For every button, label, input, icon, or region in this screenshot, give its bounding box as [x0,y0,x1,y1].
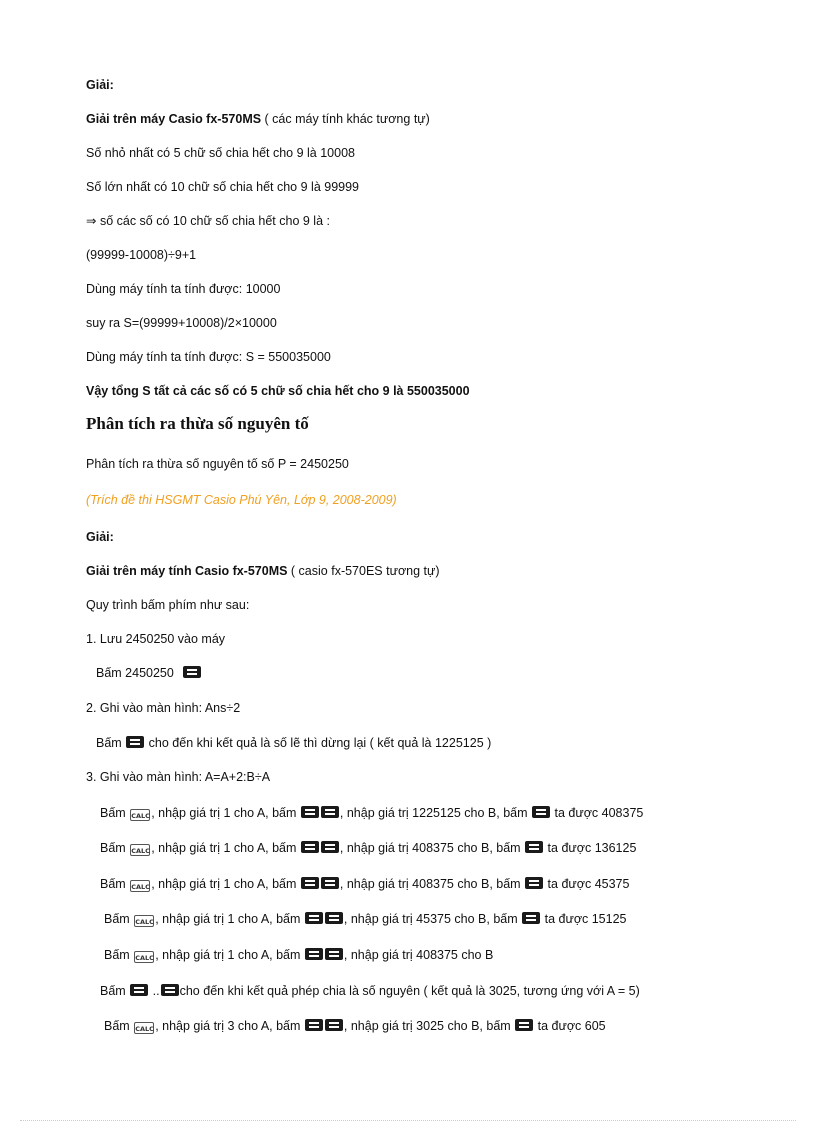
step-result: ta được 136125 [544,841,637,855]
calc-key-icon: CALC [130,844,150,856]
equals-key-icon [325,1019,343,1031]
calc-key-icon: CALC [130,809,150,821]
equals-key-icon [525,841,543,853]
press-label: Bấm [100,806,126,820]
step-3-row [100,876,629,892]
text-line: ⇒ số các số có 10 chữ số chia hết cho 9 là : [86,214,330,228]
step-text: , nhập giá trị 1 cho A, bấm [155,948,301,962]
step-result: ta được 45375 [544,877,630,891]
key-instruction: Bấm [96,736,122,750]
equals-key-icon [161,984,179,996]
equals-key-icon [321,877,339,889]
text-line: Dùng máy tính ta tính được: 10000 [86,282,281,296]
equals-key-icon [301,806,319,818]
step-text: , nhập giá trị 45375 cho B, bấm [343,912,518,926]
equals-key-icon [325,912,343,924]
press-label: Bấm [100,877,126,891]
step-result: ta được 15125 [541,912,627,926]
step-text: , nhập giá trị 408375 cho B, bấm [339,877,521,891]
key-instruction: Bấm 2450250 [96,666,174,680]
equals-key-icon [126,736,144,748]
step-text: , nhập giá trị 3 cho A, bấm [155,1019,301,1033]
equals-key-icon [532,806,550,818]
step-text: , nhập giá trị 1 cho A, bấm [151,841,297,855]
method-title: Giải trên máy Casio fx-570MS [86,112,262,126]
calc-key-icon: CALC [134,951,154,963]
equals-key-icon [525,877,543,889]
method-line [86,563,440,579]
step-2: 2. Ghi vào màn hình: Ans÷2 [86,701,241,715]
press-label: Bấm [100,984,126,998]
step-text: , nhập giá trị 1225125 cho B, bấm [339,806,528,820]
equals-key-icon [321,841,339,853]
step-3: 3. Ghi vào màn hình: A=A+2:B÷A [86,770,271,784]
conclusion-line: Vậy tổng S tất cả các số có 5 chữ số chia hết cho 9 là 550035000 [86,384,470,398]
formula-line: (99999-10008)÷9+1 [86,248,197,262]
step-text: , nhập giá trị 3025 cho B, bấm [343,1019,511,1033]
step-result: ta được 605 [534,1019,606,1033]
press-label: Bấm [104,1019,130,1033]
equals-key-icon [305,1019,323,1031]
ellipsis-text: .. [149,984,160,998]
citation: (Trích đề thi HSGMT Casio Phú Yên, Lớp 9, 2008-2009) [86,493,397,507]
calc-key-icon: CALC [130,880,150,892]
page-bottom-divider [20,1120,796,1121]
step-text: , nhập giá trị 1 cho A, bấm [151,877,297,891]
method-note: ( các máy tính khác tương tự) [261,112,430,126]
equals-key-icon [305,912,323,924]
calc-key-icon: CALC [134,1022,154,1034]
section-heading: Phân tích ra thừa số nguyên tố [86,414,309,433]
method-title: Giải trên máy tính Casio fx-570MS [86,564,288,578]
equals-key-icon [301,877,319,889]
calc-key-icon: CALC [134,915,154,927]
step-3-row [100,983,640,999]
formula-line: suy ra S=(99999+10008)/2×10000 [86,316,277,330]
equals-key-icon [305,948,323,960]
equals-key-icon [515,1019,533,1031]
step-result: ta được 408375 [551,806,644,820]
step-3-row [100,805,643,821]
method-note: ( casio fx-570ES tương tự) [287,564,440,578]
equals-key-icon [325,948,343,960]
step-2-keys [96,735,491,751]
equals-key-icon [183,666,201,678]
step-text: cho đến khi kết quả phép chia là số nguyên ( kết quả là 3025, tương ứng với A = 5) [179,984,640,998]
press-label: Bấm [104,948,130,962]
answer-label: Giải: [86,78,114,92]
equals-key-icon [130,984,148,996]
step-3-row [104,911,627,927]
text-line: Số lớn nhất có 10 chữ số chia hết cho 9 là 99999 [86,180,359,194]
equals-key-icon [321,806,339,818]
text-line: Số nhỏ nhất có 5 chữ số chia hết cho 9 là 10008 [86,146,355,160]
answer-label: Giải: [86,530,114,544]
method-line [86,111,430,127]
text-line: Quy trình bấm phím như sau: [86,598,250,612]
press-label: Bấm [104,912,130,926]
step-text: , nhập giá trị 1 cho A, bấm [151,806,297,820]
step-1-keys [96,665,202,681]
step-text: , nhập giá trị 408375 cho B [343,948,494,962]
equals-key-icon [301,841,319,853]
step-text: , nhập giá trị 408375 cho B, bấm [339,841,521,855]
press-label: Bấm [100,841,126,855]
key-instruction-rest: cho đến khi kết quả là số lẽ thì dừng lại ( kết quả là 1225125 ) [145,736,492,750]
step-1: 1. Lưu 2450250 vào máy [86,632,226,646]
step-text: , nhập giá trị 1 cho A, bấm [155,912,301,926]
text-line: Dùng máy tính ta tính được: S = 550035000 [86,350,331,364]
step-3-row [104,1018,606,1034]
step-3-row [104,947,493,963]
step-3-row [100,840,636,856]
equals-key-icon [522,912,540,924]
problem-statement: Phân tích ra thừa số nguyên tố số P = 2450250 [86,457,349,471]
